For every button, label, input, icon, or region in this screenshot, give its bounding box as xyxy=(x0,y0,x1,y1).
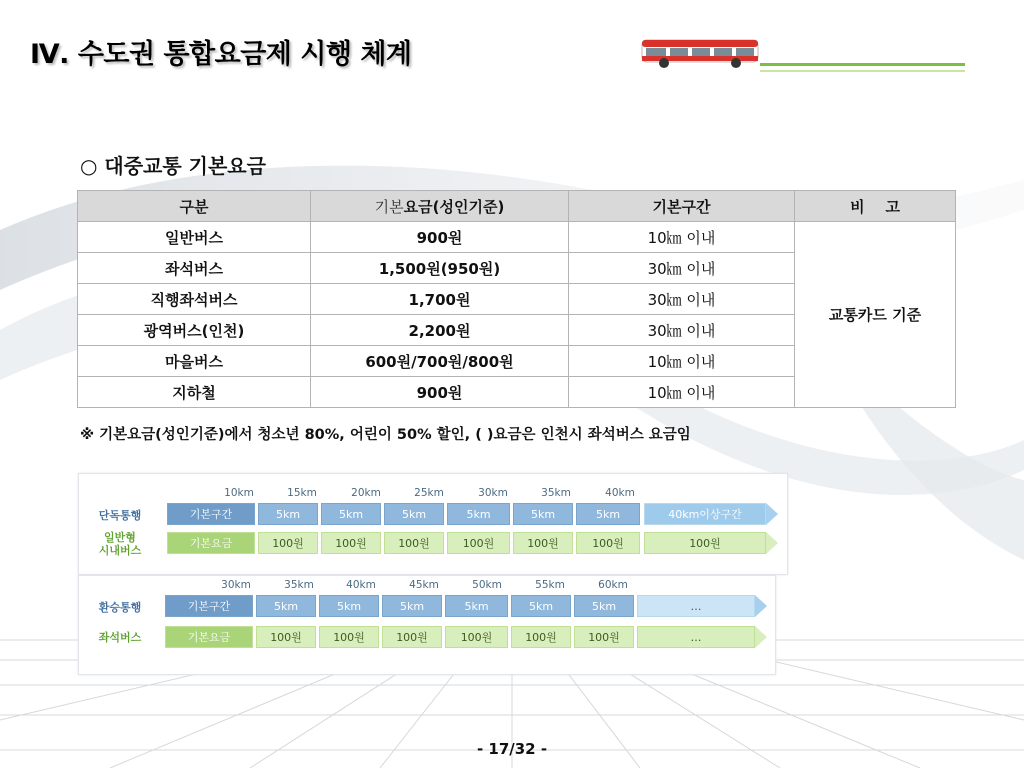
row-label xyxy=(83,531,157,557)
fare-type: 좌석버스 xyxy=(78,253,311,284)
segment-cell: 5km xyxy=(258,503,318,525)
fare-cell: 기본요금 xyxy=(165,626,253,648)
fare-distance: 10㎞ 이내 xyxy=(569,377,795,408)
fare-distance: 30㎞ 이내 xyxy=(569,315,795,346)
km-mark: 45km xyxy=(409,579,439,591)
fare-amount: 900원 xyxy=(311,222,569,253)
segment-cell: 5km xyxy=(511,595,571,617)
segment-cell: 5km xyxy=(574,595,634,617)
title-rule xyxy=(760,63,965,66)
row-label: 좌석버스 xyxy=(98,631,142,644)
arrow-icon xyxy=(755,595,767,617)
row-label-line: 시내버스 xyxy=(98,544,142,557)
fare-cell: 100원 xyxy=(447,532,510,554)
segment-cell: 5km xyxy=(576,503,640,525)
fare-distance: 10㎞ 이내 xyxy=(569,346,795,377)
arrow-icon xyxy=(766,503,778,525)
segment-cell: 5km xyxy=(447,503,510,525)
segment-cell: 5km xyxy=(321,503,381,525)
fare-table xyxy=(77,190,956,408)
segment-cell: 5km xyxy=(319,595,379,617)
column-header: 기본구간 xyxy=(569,191,795,222)
fare-cell: 100원 xyxy=(321,532,381,554)
km-mark: 20km xyxy=(351,487,381,499)
km-mark: 15km xyxy=(287,487,317,499)
segment-cell: 5km xyxy=(384,503,444,525)
km-mark: 10km xyxy=(224,487,254,499)
km-mark: 50km xyxy=(472,579,502,591)
segment-cell: 5km xyxy=(445,595,508,617)
row-label: 단독통행 xyxy=(98,509,142,522)
fare-cell: 100원 xyxy=(644,532,766,554)
fare-amount: 1,700원 xyxy=(311,284,569,315)
column-header xyxy=(311,191,569,222)
km-mark: 60km xyxy=(598,579,628,591)
title-rule xyxy=(760,70,965,72)
km-mark: 40km xyxy=(346,579,376,591)
fare-type: 직행좌석버스 xyxy=(78,284,311,315)
bus-icon xyxy=(640,36,762,70)
column-header-rest: 요금(성인기준) xyxy=(403,197,505,216)
distance-fare-diagram-single xyxy=(78,473,788,575)
km-mark: 40km xyxy=(605,487,635,499)
fare-distance: 30㎞ 이내 xyxy=(569,284,795,315)
km-mark: 35km xyxy=(541,487,571,499)
fare-distance: 10㎞ 이내 xyxy=(569,222,795,253)
fare-cell: 100원 xyxy=(511,626,571,648)
table-header-row xyxy=(78,191,956,222)
km-mark: 35km xyxy=(284,579,314,591)
segment-cell: 5km xyxy=(382,595,442,617)
km-mark: 25km xyxy=(414,487,444,499)
segment-cell: 기본구간 xyxy=(165,595,253,617)
row-label: 환승통행 xyxy=(98,601,142,614)
fare-cell: 100원 xyxy=(382,626,442,648)
segment-cell: 40km이상구간 xyxy=(644,503,766,525)
fare-type: 마을버스 xyxy=(78,346,311,377)
fare-cell: … xyxy=(637,626,755,648)
fare-cell: 100원 xyxy=(513,532,573,554)
segment-cell: 기본구간 xyxy=(167,503,255,525)
fare-cell: 100원 xyxy=(445,626,508,648)
km-mark: 55km xyxy=(535,579,565,591)
segment-cell: 5km xyxy=(513,503,573,525)
distance-fare-diagram-transfer xyxy=(78,575,776,675)
page-number: - 17/32 - xyxy=(476,740,548,758)
km-mark: 30km xyxy=(478,487,508,499)
page-title: Ⅳ. 수도권 통합요금제 시행 체계 xyxy=(30,39,412,70)
fare-cell: 100원 xyxy=(384,532,444,554)
fare-amount: 600원/700원/800원 xyxy=(311,346,569,377)
fare-cell: 100원 xyxy=(574,626,634,648)
segment-cell: 5km xyxy=(256,595,316,617)
column-header-prefix: 기본 xyxy=(374,197,404,216)
column-header: 비 고 xyxy=(795,191,956,222)
segment-cell: … xyxy=(637,595,755,617)
fare-type: 지하철 xyxy=(78,377,311,408)
fare-amount: 2,200원 xyxy=(311,315,569,346)
table-row xyxy=(78,222,956,253)
fare-amount: 1,500원(950원) xyxy=(311,253,569,284)
column-header: 구분 xyxy=(78,191,311,222)
fare-cell: 100원 xyxy=(256,626,316,648)
fare-type: 일반버스 xyxy=(78,222,311,253)
arrow-icon xyxy=(766,532,778,554)
section-heading: ○ 대중교통 기본요금 xyxy=(80,154,266,178)
row-label-line: 일반형 xyxy=(104,531,136,544)
fare-type: 광역버스(인천) xyxy=(78,315,311,346)
arrow-icon xyxy=(755,626,767,648)
fare-note: 교통카드 기준 xyxy=(795,222,956,408)
fare-cell: 기본요금 xyxy=(167,532,255,554)
km-mark: 30km xyxy=(221,579,251,591)
fare-distance: 30㎞ 이내 xyxy=(569,253,795,284)
footnote: ※ 기본요금(성인기준)에서 청소년 80%, 어린이 50% 할인, ( )요금은 인천시 좌석버스 요금임 xyxy=(80,427,691,443)
fare-cell: 100원 xyxy=(576,532,640,554)
fare-amount: 900원 xyxy=(311,377,569,408)
fare-cell: 100원 xyxy=(258,532,318,554)
fare-cell: 100원 xyxy=(319,626,379,648)
